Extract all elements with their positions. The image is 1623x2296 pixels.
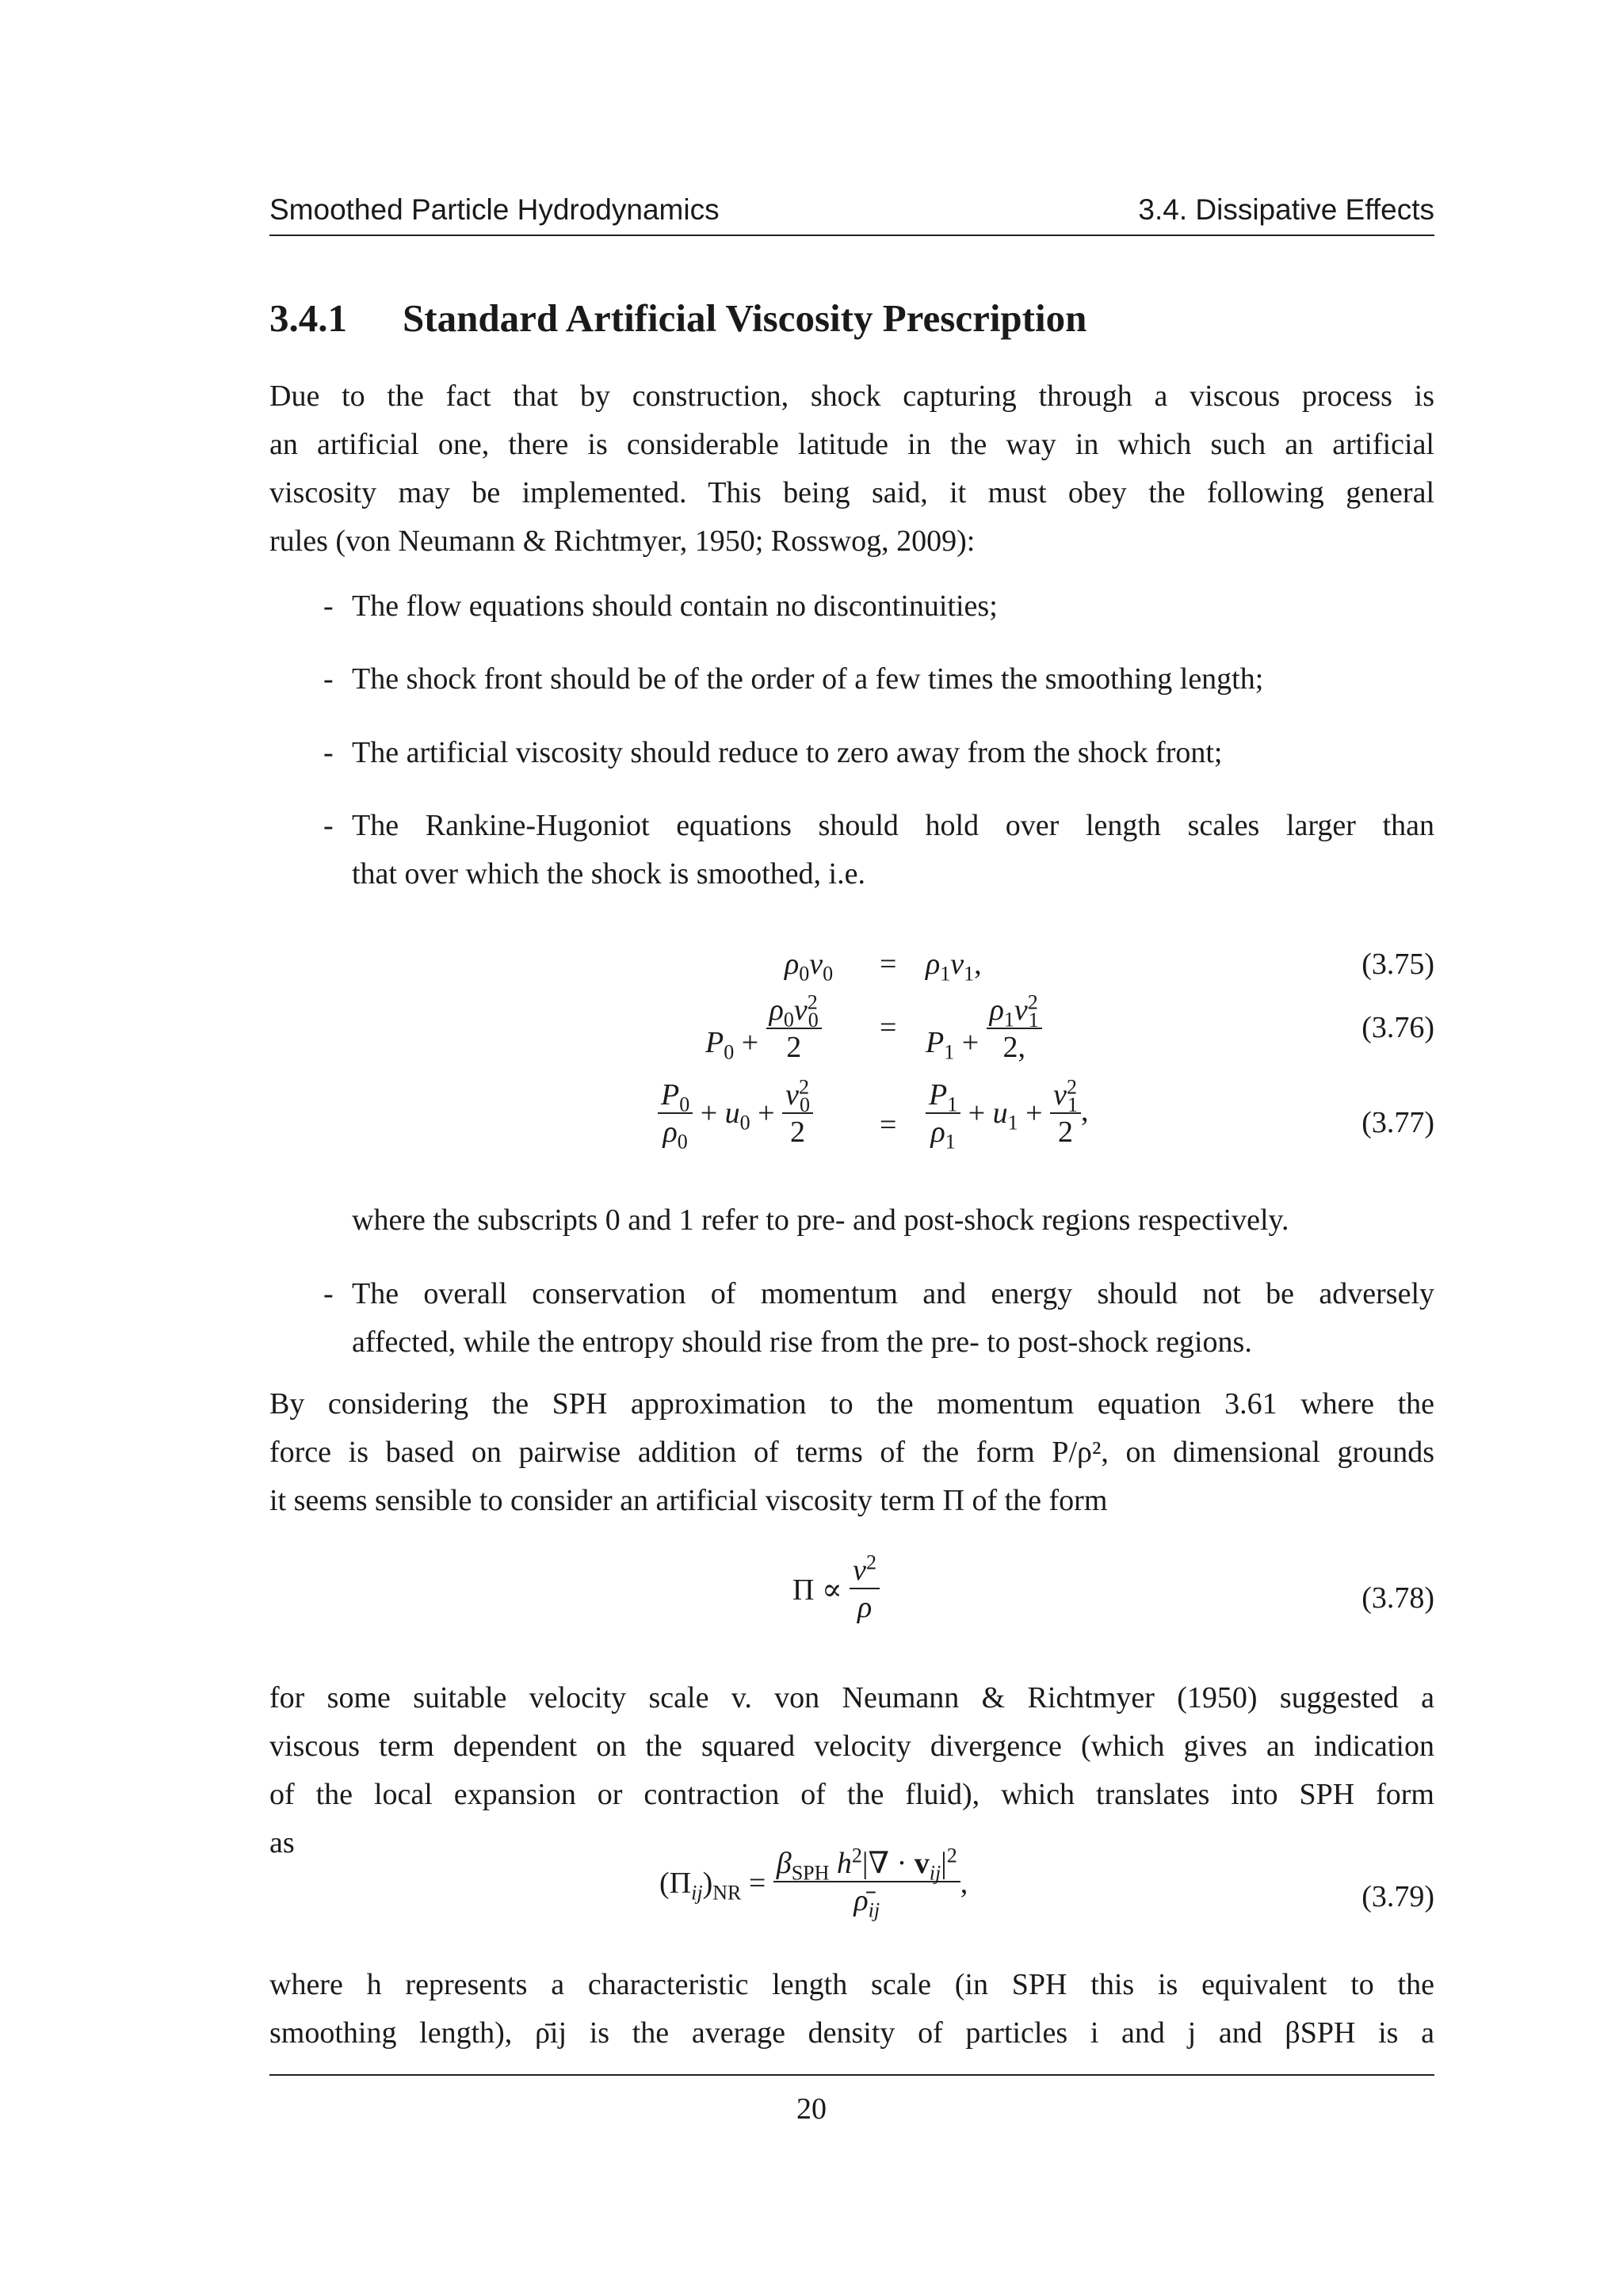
- running-header: [269, 189, 1434, 236]
- text-line: where the subscripts 0 and 1 refer to pre- and post-shock regions respectively.: [352, 1203, 1289, 1237]
- equation-3-78: Π ∝ $\frac{v^2}{\rho}$: [792, 1553, 880, 1626]
- header-section-title: 3.4. Dissipative Effects: [1138, 193, 1434, 226]
- list-item-text: The flow equations should contain no discontinuities;: [352, 589, 998, 623]
- equation-3-79: $(\Pi_{ij})_{NR}$ = $\frac{\beta_{SPH} h^2|\nabla \cdot v_{ij}|^2}{\rhō_{ij}}$ ,: [659, 1844, 968, 1922]
- list-item-text: that over which the shock is smoothed, i.e.: [352, 857, 865, 891]
- footer-rule: [269, 2074, 1434, 2076]
- body-paragraph: [269, 1380, 1434, 1525]
- text-line: By considering the SPH approximation to the momentum equation 3.61 where the: [269, 1387, 1434, 1421]
- equation-number: (3.75): [1361, 948, 1434, 981]
- list-item-text: affected, while the entropy should rise from the pre- to post-shock regions.: [352, 1325, 1252, 1359]
- text-line: of the local expansion or contraction of the fluid), which translates into SPH form: [269, 1778, 1434, 1811]
- text-line: it seems sensible to consider an artificial viscosity term Π of the form: [269, 1484, 1108, 1517]
- list-item-text: The overall conservation of momentum and energy should not be adversely: [352, 1277, 1434, 1310]
- text-line: where h represents a characteristic length scale (in SPH this is equivalent to the: [269, 1968, 1434, 2001]
- header-chapter-title: Smoothed Particle Hydrodynamics: [269, 193, 720, 226]
- bullet-dash: -: [323, 736, 334, 769]
- text-line: force is based on pairwise addition of terms of the form P/ρ², on dimensional grounds: [269, 1436, 1434, 1469]
- bullet-dash: -: [323, 589, 334, 623]
- text-line: an artificial one, there is considerable latitude in the way in which such an artificial: [269, 428, 1434, 461]
- bullet-dash: -: [323, 1277, 334, 1310]
- text-line: rules (von Neumann & Richtmyer, 1950; Rosswog, 2009):: [269, 524, 976, 558]
- equation-number: (3.76): [1361, 1011, 1434, 1044]
- text-line: viscosity may be implemented. This being said, it must obey the following general: [269, 476, 1434, 509]
- section-title: Standard Artificial Viscosity Prescription: [403, 296, 1087, 340]
- text-line: viscous term dependent on the squared velocity divergence (which gives an indication: [269, 1730, 1434, 1763]
- text-line: for some suitable velocity scale v. von Neumann & Richtmyer (1950) suggested a: [269, 1681, 1434, 1714]
- equation-explanation: [352, 1196, 1434, 1245]
- intro-paragraph: [269, 372, 1434, 566]
- equation-number: (3.77): [1361, 1106, 1434, 1139]
- body-paragraph: [269, 1674, 1434, 1867]
- bullet-dash: -: [323, 662, 334, 696]
- list-item-text: The artificial viscosity should reduce to zero away from the shock front;: [352, 736, 1223, 769]
- text-line: as: [269, 1826, 295, 1859]
- bullet-dash: -: [323, 809, 334, 842]
- equation-number: (3.79): [1361, 1880, 1434, 1913]
- equation-number: (3.78): [1361, 1581, 1434, 1615]
- list-item-text: The Rankine-Hugoniot equations should hold over length scales larger than: [352, 809, 1434, 842]
- section-number: 3.4.1: [269, 296, 347, 340]
- page-number: 20: [796, 2092, 827, 2126]
- body-paragraph: [269, 1961, 1434, 2058]
- text-line: Due to the fact that by construction, shock capturing through a viscous process is: [269, 379, 1434, 413]
- text-line: smoothing length), ρ̄ij is the average density of particles i and j and βSPH is a: [269, 2016, 1434, 2050]
- section-heading: [269, 296, 1086, 341]
- list-item-text: The shock front should be of the order of a few times the smoothing length;: [352, 662, 1264, 696]
